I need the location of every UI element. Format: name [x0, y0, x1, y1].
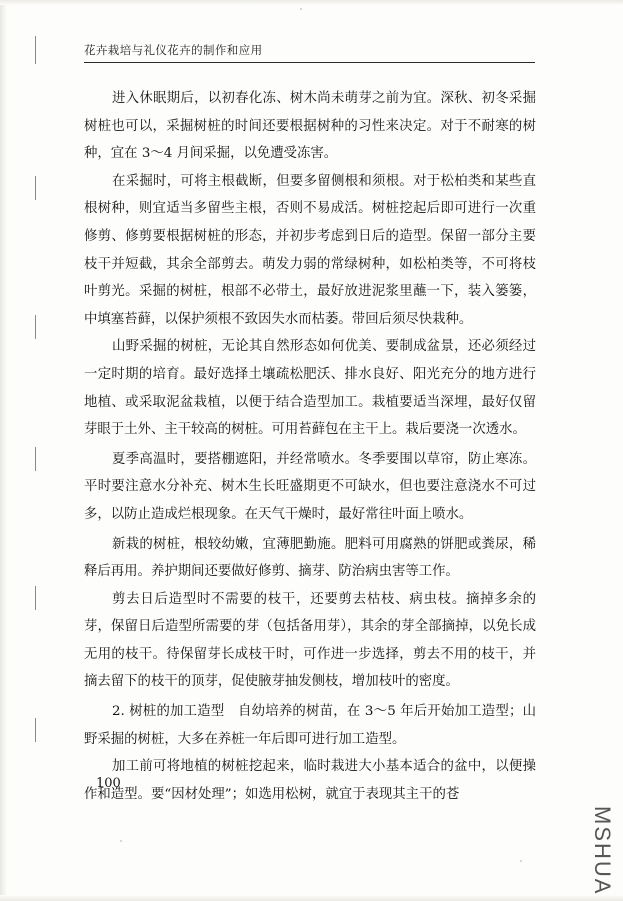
body-text: [84, 85, 536, 808]
paragraph: 剪去日后造型时不需要的枝干，还要剪去枯枝、病虫枝。摘掉多余的芽，保留日后造型所需要的芽（包括备用芽），其余的芽全部摘掉，以免长成无用的枝干。待保留芽长成枝干时，可作进一步选择，剪去不用的枝干，并摘去留下的枝干的顶芽，促使腋芽抽发侧枝，增加枝叶的密度。: [84, 591, 536, 690]
header-divider: [84, 62, 535, 63]
margin-rule: [35, 586, 36, 610]
page-number: 100: [96, 776, 121, 791]
paragraph: 新栽的树桩，根较幼嫩，宜薄肥勤施。肥料可用腐熟的饼肥或粪尿，稀释后再用。养护期间还要做好修剪、摘芽、防治病虫害等工作。: [84, 536, 536, 580]
margin-rule: [35, 718, 36, 742]
running-head: 花卉栽培与礼仪花卉的制作和应用: [84, 43, 263, 57]
scan-speck: [520, 860, 522, 862]
paragraph: 进入休眠期后，以初春化冻、树木尚未萌芽之前为宜。深秋、初冬采掘树桩也可以，采掘树桩的时间还要根据树种的习性来决定。对于不耐寒的树种，宜在 3～4 月间采掘，以免遭受冻害。: [84, 91, 536, 162]
paragraph: 2. 树桩的加工造型 自幼培养的树苗，在 3～5 年后开始加工造型；山野采掘的树桩，大多在养桩一年后即可进行加工造型。: [84, 704, 536, 747]
paragraph: 山野采掘的树桩，无论其自然形态如何优美、要制成盆景，还必须经过一定时期的培育。最好选择土壤疏松肥沃、排水良好、阳光充分的地方进行地植、或采取泥盆栽植，以便于结合造型加工。栽植要适当深埋，最好仅留芽眼于土外、主干较高的树桩。可用苔藓包在主干上。栽后要浇一次透水。: [84, 339, 536, 438]
watermark: MSHUA: [590, 806, 615, 896]
scan-speck: [300, 8, 302, 10]
paragraph: 加工前可将地植的树桩挖起来，临时栽进大小基本适合的盆中，以便操作和造型。要“因材处理”；如选用松树，就宜于表现其主干的苍: [84, 759, 536, 802]
scan-edge-top: [0, 0, 623, 5]
paragraph: 夏季高温时，要搭棚遮阳，并经常喷水。冬季要围以草帘，防止寒冻。平时要注意水分补充、树木生长旺盛期更不可缺水，但也要注意浇水不可过多，以防止造成烂根现象。在天气干燥时，最好常往叶面上喷水。: [84, 451, 536, 522]
scan-speck: [120, 840, 122, 842]
scan-edge-left: [0, 0, 7, 901]
margin-rule: [35, 447, 36, 471]
margin-rule: [35, 36, 36, 64]
margin-rule: [35, 176, 36, 200]
margin-rule: [35, 315, 36, 339]
scan-edge-bottom: [0, 895, 623, 901]
paragraph: 在采掘时，可将主根截断，但要多留侧根和须根。对于松柏类和某些直根树种，则宜适当多留些主根，否则不易成活。树桩挖起后即可进行一次重修剪、修剪要根据树桩的形态，并初步考虑到日后的造型。保留一部分主要枝干并短截，其余全部剪去。萌发力弱的常绿树种，如松柏类等，不可将枝叶剪光。采掘的树桩，根部不必带土，最好放进泥浆里蘸一下，装入篓篓，中填塞苔藓，以保护须根不致因失水而枯萎。带回后须尽快栽种。: [84, 173, 536, 327]
